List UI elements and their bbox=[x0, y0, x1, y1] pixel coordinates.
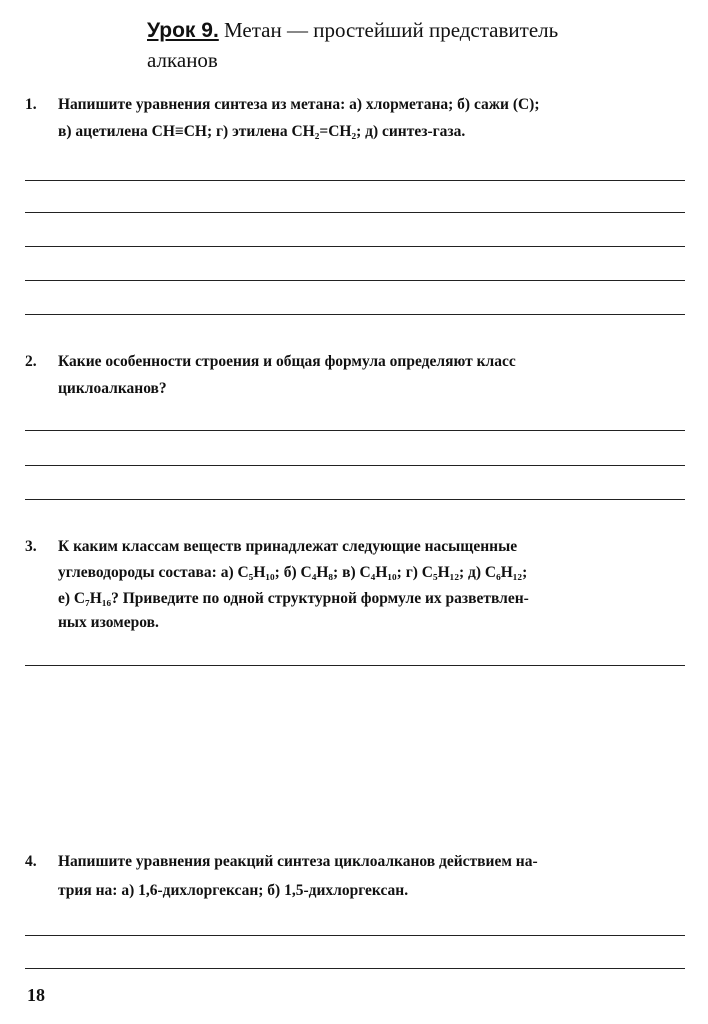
answer-line[interactable] bbox=[25, 968, 685, 969]
answer-line[interactable] bbox=[25, 465, 685, 466]
answer-line[interactable] bbox=[25, 935, 685, 936]
question-text: К каким классам веществ принадлежат следующие насыщенные bbox=[58, 538, 518, 555]
answer-line[interactable] bbox=[25, 430, 685, 431]
lesson-title-line2: алканов bbox=[147, 48, 218, 72]
answer-line[interactable] bbox=[25, 280, 685, 281]
answer-line[interactable] bbox=[25, 180, 685, 181]
answer-line[interactable] bbox=[25, 212, 685, 213]
question-text: в) ацетилена CH≡CH; г) этилена CH₂=CH₂; д) синтез-газа. bbox=[58, 123, 466, 140]
lesson-number: Урок 9. bbox=[147, 19, 219, 42]
question-number: 4. bbox=[25, 853, 37, 870]
question-number: 1. bbox=[25, 96, 37, 113]
page-number: 18 bbox=[27, 985, 45, 1005]
question-text: Напишите уравнения синтеза из метана: а) хлорметана; б) сажи (С); bbox=[58, 96, 540, 113]
question-text: циклоалканов? bbox=[58, 380, 167, 397]
question-text: трия на: а) 1,6-дихлоргексан; б) 1,5-дихлоргексан. bbox=[58, 882, 409, 899]
answer-line[interactable] bbox=[25, 665, 685, 666]
answer-line[interactable] bbox=[25, 499, 685, 500]
question-text: ных изомеров. bbox=[58, 614, 159, 631]
answer-line[interactable] bbox=[25, 314, 685, 315]
question-text: е) C₇H₁₆? Приведите по одной структурной формуле их разветвлен- bbox=[58, 590, 529, 607]
lesson-title-text: Метан — простейший представитель bbox=[218, 18, 559, 42]
question-text: углеводороды состава: а) C₅H₁₀; б) C₄H₈; в) C₄H₁₀; г) C₅H₁₂; д) C₆H₁₂; bbox=[58, 564, 528, 581]
answer-line[interactable] bbox=[25, 246, 685, 247]
question-number: 2. bbox=[25, 353, 37, 370]
lesson-title bbox=[147, 18, 558, 43]
question-text: Какие особенности строения и общая формула определяют класс bbox=[58, 353, 516, 370]
question-number: 3. bbox=[25, 538, 37, 555]
question-text: Напишите уравнения реакций синтеза циклоалканов действием на- bbox=[58, 853, 538, 870]
